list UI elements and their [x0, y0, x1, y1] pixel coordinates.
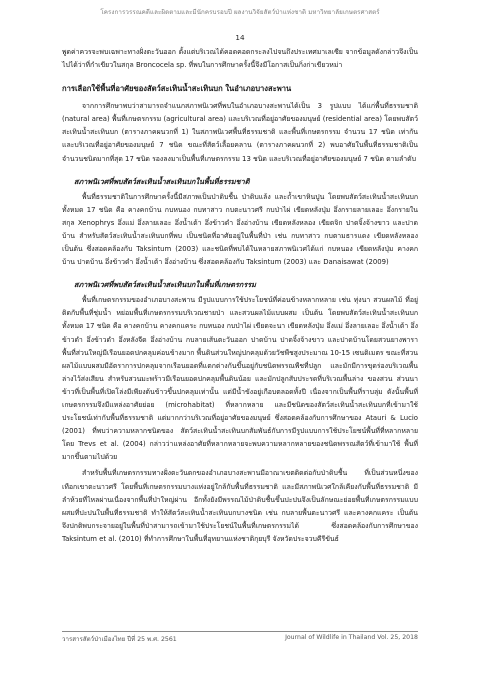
section-heading: การเลือกใช้พื้นที่อาศัยของสัตว์สะเทินน้ำสะเทินบก ในอำเภอบางสะพาน	[62, 84, 292, 94]
footer-divider	[62, 631, 418, 632]
agricultural-area-paragraph-2: สำหรับพื้นที่เกษตรกรรมทางฝั่งตะวันตกของอำเภอบางสะพานมีอาณาเขตติดต่อกับป่าดิบชื้น ที่เป็นส่วนหนึ่งของเทือกเขาตะนาวศรี โดยพื้นที่เกษตรกรรมบางแห่งอยู่ใกล้กับพื้นที่ธรรมชาติ และมีสภาพนิเวศใกล้เคียงกับพื้นที่ธรรมชาติ มีลำห้วยที่ไหลผ่านเนื่องจากพื้นที่ป่าใหญ่ผ่าน อีกทั้งยังมีพรรณไม้ป่าดิบชื้นขึ้นปะปนจึงเป็นลักษณะย่อยพื้นที่เกษตรกรรมแบบผสมที่ปะปนในพื้นที่ธรรมชาติ ทำให้สัตว์สะเทินน้ำสะเทินบกบางชนิด เช่น กบลายพื้นตะนาวศรี และคางคกแคระ เป็นต้น จึงปกติพบกระจายอยู่ในพื้นที่ป่าสามารถเข้ามาใช้ประโยชน์ในพื้นที่เกษตรกรรมได้ ซึ่งสอดคล้องกับการศึกษาของ Taksintum et al. (2010) ที่ทำการศึกษาในพื้นที่อุทยานแห่งชาติกุยบุรี จังหวัดประจวบคีรีขันธ์	[62, 469, 418, 543]
subheading-agricultural-area: สภาพนิเวศที่พบสัตว์สะเทินน้ำสะเทินบกในพื้นที่เกษตรกรรม	[74, 280, 256, 290]
article-body	[62, 46, 418, 546]
section-paragraph: จากการศึกษาพบว่าสามารถจำแนกสภาพนิเวศที่พบในอำเภอบางสะพานได้เป็น 3 รูปแบบ ได้แก่พื้นที่ธรรมชาติ (natural area) พื้นที่เกษตรกรรม (agricultural area) และบริเวณที่อยู่อาศัยของมนุษย์ (residential area) โดยพบสัตว์สะเทินน้ำสะเทินบก (ตารางภาคผนวกที่ 1) ในสภาพนิเวศพื้นที่ธรรมชาติ และพื้นที่เกษตรกรรม จำนวน 17 ชนิด เท่ากัน และบริเวณที่อยู่อาศัยของมนุษย์ 7 ชนิด ขณะที่สัตว์เลื้อยคลาน (ตารางภาคผนวกที่ 2) พบอาศัยในพื้นที่ธรรมชาติเป็นจำนวนชนิดมากที่สุด 17 ชนิด รองลงมาเป็นพื้นที่เกษตรกรรม 13 ชนิด และบริเวณที่อยู่อาศัยของมนุษย์ 7 ชนิด ตามลำดับ	[62, 102, 418, 163]
agricultural-area-paragraph: พื้นที่เกษตรกรรมของอำเภอบางสะพาน มีรูปแบบการใช้ประโยชน์ที่ค่อนข้างหลากหลาย เช่น ทุ่งนา สวนผลไม้ ที่อยู่ติดกับพื้นที่ชุ่มน้ำ หย่อมพื้นที่เกษตรกรรมบริเวณชายป่า และสวนผลไม้แบบผสม เป็นต้น โดยพบสัตว์สะเทินน้ำสะเทินบกทั้งหมด 17 ชนิด คือ คางคกบ้าน คางคกแคระ กบหนอง กบป่าไผ่ เขียดจะนา เขียดหลังปุ่ม อึ่งแม่ อึ่งลายเลอะ อึ่งน้ำเต้า อึ่งข้าวดำ อึ่งข้าวดำ อึ่งหลังจีด อึ่งอ่างบ้าน กบลายเส้นตะวันออก ปาดบ้าน ปาดจิ้งจ้างขาว และปาดบ้านโดยสวนยางพาราพื้นที่ส่วนใหญ่มีเรือนยอดปกคลุมค่อนข้างมาก พื้นดินส่วนใหญ่ปกคลุมด้วยวัชพืชสูงประมาณ 10-15 เซนติเมตร ขณะที่สวนผลไม้แบบผสมมีอัตราการปกคลุมจากเรือนยอดที่แตกต่างกันขึ้นอยู่กับชนิดพรรณพืชที่ปลูก และมักมีการขุดร่องบริเวณพื้นล่างไว้ส่งเสียน สำหรับสวนมะพร้าวมีเรือนยอดปกคลุมพื้นดินน้อย และมักปลูกสับประรดที่บริเวณพื้นล่าง ของสวน ส่วนนาข้าวที่เป็นพื้นที่เปิดโล่งมีเพียงต้นข้าวขึ้นปกคลุมเท่านั้น แต่มีน้ำขังอยู่เกือบตลอดทั้งปี เนื่องจากเป็นพื้นที่ราบลุ่ม ดังนั้นพื้นที่เกษตรกรรมจึงมีแหล่งอาศัยย่อย (microhabitat) ที่หลากหลาย และมีชนิดของสัตว์สะเทินน้ำสะเทินบกที่เข้ามาใช้ประโยชน์เท่ากับพื้นที่ธรรมชาติ แต่มากกว่าบริเวณที่อยู่อาศัยของมนุษย์ ซึ่งสอดคล้องกับการศึกษาของ Atauri & Lucio (2001) ที่พบว่าความหลากชนิดของ สัตว์สะเทินน้ำสะเทินบกสัมพันธ์กับการมีรูปแบบการใช้ประโยชน์พื้นที่ที่หลากหลาย โดย Trevs et al. (2004) กล่าวว่าแหล่งอาศัยที่หลากหลายจะพบความหลากหลายของชนิดพรรณสัตว์ที่เข้ามาใช้ พื้นที่มากขึ้นตามไปด้วย	[62, 296, 418, 462]
running-header: โครงการวรรณคดีและผิดตามและมีนักครบรอบปี ผลงานวิจัยสัตว์ป่าแห่งชาติ มหาวิทยาลัยเกษตรศาสตร์	[100, 9, 380, 16]
footer-journal-english: Journal of Wildlife in Thailand Vol. 25, 2018	[285, 634, 418, 641]
page-number: 14	[235, 33, 245, 42]
footer-journal-thai: วารสารสัตว์ป่าเมืองไทย ปีที่ 25 พ.ศ. 2561	[62, 636, 177, 643]
natural-area-paragraph: พื้นที่ธรรมชาติในการศึกษาครั้งนี้มีสภาพเป็นป่าดิบชื้น ป่าดิบแล้ง และถ้ำเขาหินปูน โดยพบสัตว์สะเทินน้ำสะเทินบกทั้งหมด 17 ชนิด คือ คางคกบ้าน กบหนอง กบทาสาว กบตะนาวศรี กบป่าไผ่ เขียดหลังปุ่ม อึ่งกรายลายเลอะ อึ่งกรายในสกุล Xenophrys อึ่งแม่ อึ่งลายเลอะ อึ่งน้ำเต้า อึ่งข้าวดำ อึ่งอ่างบ้าน เขียดหลังหลอง เขียดจิก ปาดจิ้งจ้างขาว และปาดบ้าน สำหรับสัตว์สะเทินน้ำสะเทินบกที่พบ เป็นชนิดที่อาศัยอยู่ในพื้นที่ป่า เช่น กบทาสาว กบตามธารแดง เขียดหลังหลอง เป็นต้น ซึ่งสอดคล้องกับ Taksintum (2003) และชนิดที่พบได้ในหลายสภาพนิเวศได้แก่ กบหนอง เขียดหลังปุ่ม คางคกบ้าน ปาดบ้าน อึ่งข้าวดำ อึ่งน้ำเต้า อึ่งอ่างบ้าน ซึ่งสอดคล้องกับ Taksintum (2003) และ Danaisawat (2009)	[62, 192, 418, 267]
intro-paragraph: พูดค่าควรจะพบเฉพาะทางฝั่งตะวันออก ตั้งแต่บริเวณได้คอดคอดกระลงไปจนถึงประเทศมาเลเซีย จากข้อมูลดังกล่าวจึงเป็นไปได้ว่าที่กำเขียวในสกุล Broncocela sp. ที่พบในการศึกษาครั้งนี้จึงมีโอกาสเป็นกิ่งก่าเขียวหม่า	[62, 48, 418, 70]
subheading-natural-area: สภาพนิเวศที่พบสัตว์สะเทินน้ำสะเทินบกในพื้นที่ธรรมชาติ	[74, 176, 250, 186]
